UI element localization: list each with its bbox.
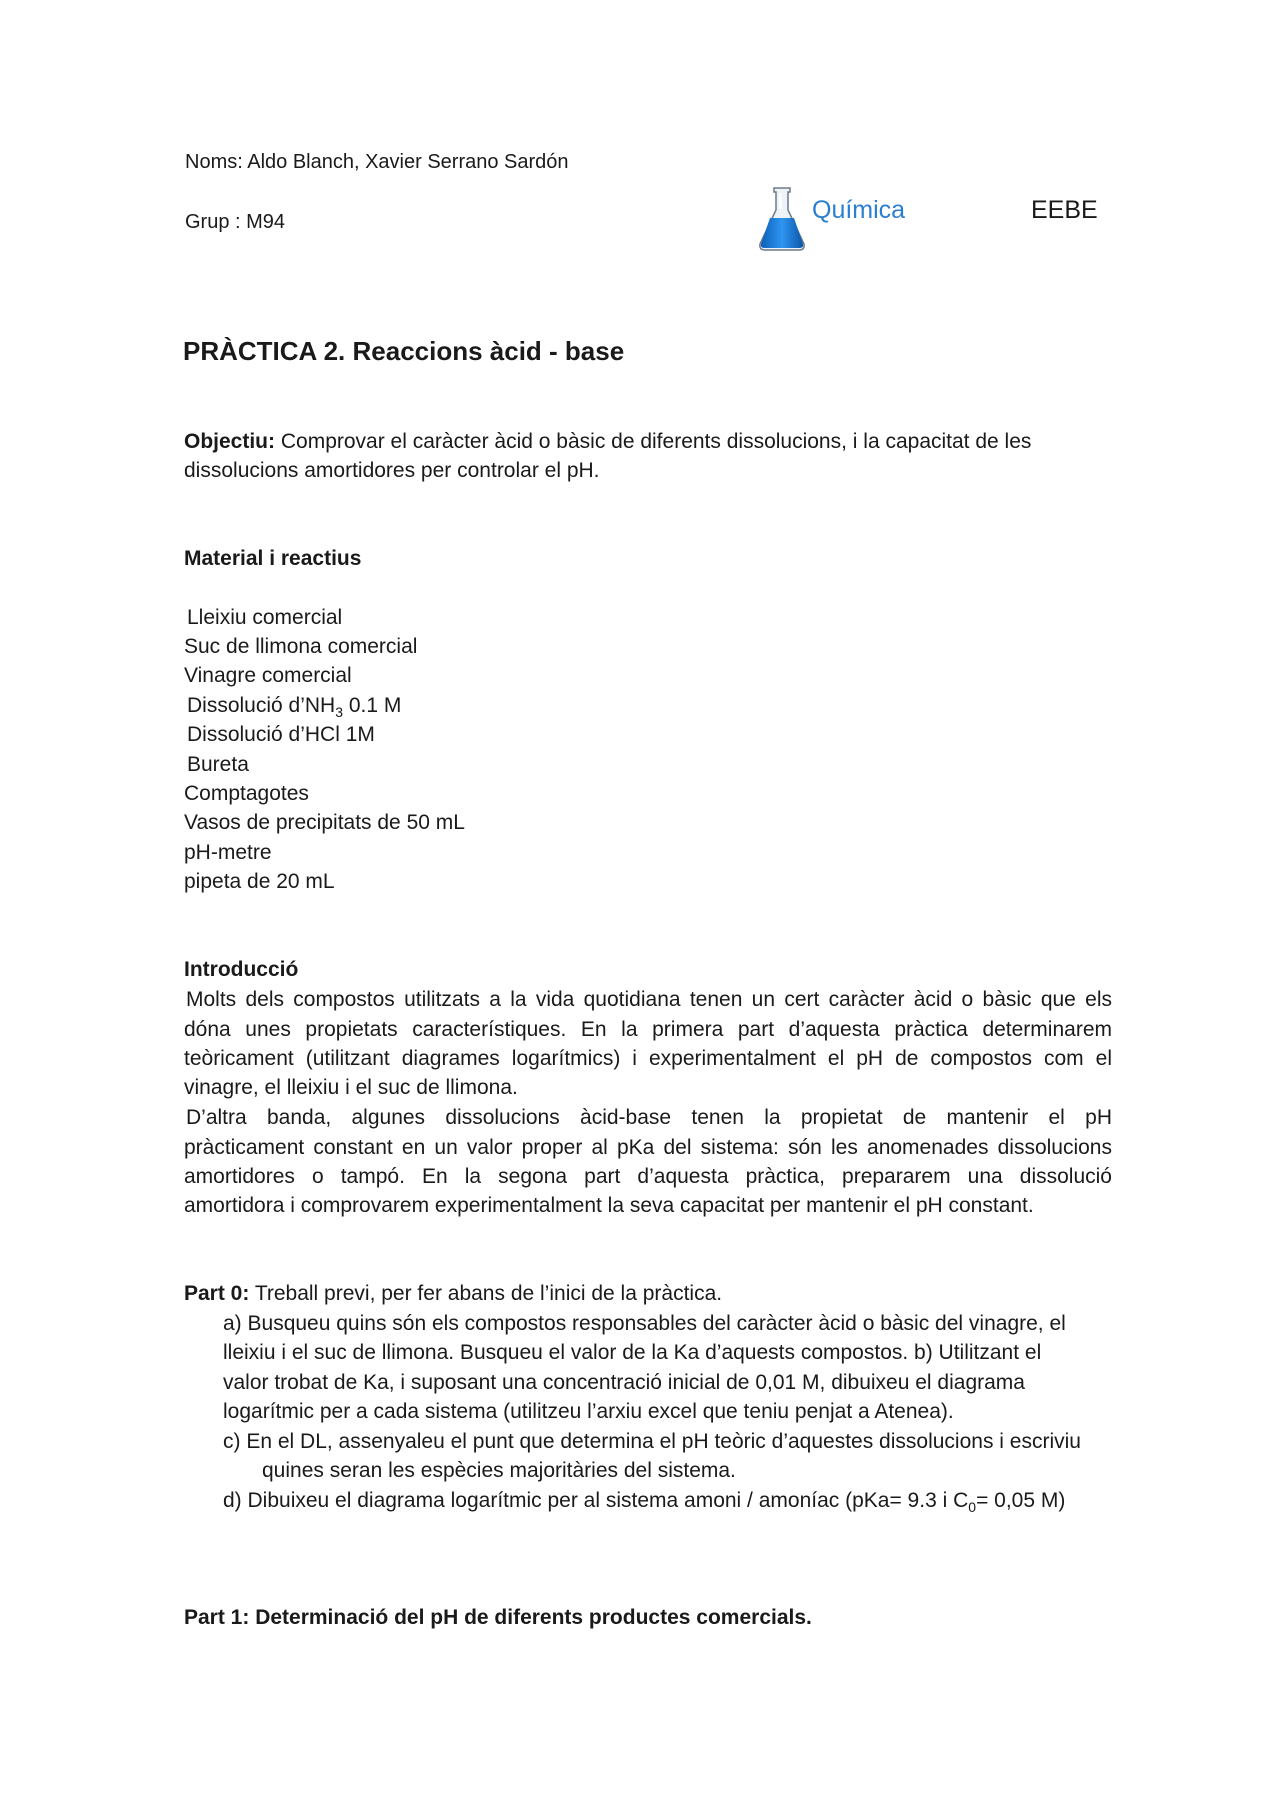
intro-line: teòricament (utilitzant diagrames logarítmics) i experimentalment el pH de compostos com el <box>184 1047 1112 1070</box>
objective-text-1: Comprovar el caràcter àcid o bàsic de diferents dissolucions, i la capacitat de les <box>275 430 1032 453</box>
part0-item-a: lleixiu i el suc de llimona. Busqueu el valor de la Ka d’aquests compostos. b) Utilitzant el <box>223 1341 1042 1364</box>
part0-heading <box>184 1280 722 1308</box>
part0-item-a: a) Busqueu quins són els compostos responsables del caràcter àcid o bàsic del vinagre, el <box>223 1312 1066 1335</box>
objective-line-2: dissolucions amortidores per controlar el pH. <box>184 459 600 482</box>
flask-icon <box>757 184 807 252</box>
material-item: Vasos de precipitats de 50 mL <box>184 811 465 834</box>
names-line: Noms: Aldo Blanch, Xavier Serrano Sardón <box>185 151 569 173</box>
part0-label: Part 0: <box>184 1282 250 1305</box>
logo-text: Química <box>812 196 906 224</box>
part1-heading: Part 1: Determinació del pH de diferents productes comercials. <box>184 1606 812 1629</box>
part0-item-d-text: = 0,05 M) <box>976 1489 1066 1512</box>
school-name: EEBE <box>1031 196 1098 224</box>
intro-line: D’altra banda, algunes dissolucions àcid-base tenen la propietat de mantenir el pH <box>186 1106 1112 1129</box>
material-item: pipeta de 20 mL <box>184 870 335 893</box>
intro-line: amortidora i comprovarem experimentalment la seva capacitat per mantenir el pH constant. <box>184 1194 1034 1217</box>
intro-line: vinagre, el lleixiu i el suc de llimona. <box>184 1076 518 1099</box>
part0-item-d <box>223 1487 1065 1521</box>
part0-item-b: logarítmic per a cada sistema (utilitzeu l’arxiu excel que teniu penjat a Atenea). <box>223 1400 954 1423</box>
material-item: Bureta <box>187 753 249 776</box>
group-line: Grup : M94 <box>185 211 286 233</box>
intro-line: dóna unes propietats característiques. En la primera part d’aquesta pràctica determinarem <box>184 1018 1112 1041</box>
material-item-text: 0.1 M <box>343 694 402 717</box>
material-item: pH-metre <box>184 841 272 864</box>
subscript: 3 <box>335 704 344 721</box>
objective-label: Objectiu: <box>184 430 276 453</box>
intro-heading: Introducció <box>184 958 299 981</box>
intro-line: Molts dels compostos utilitzats a la vida quotidiana tenen un cert caràcter àcid o bàsic que els <box>186 988 1112 1011</box>
intro-line: amortidores o tampó. En la segona part d’aquesta pràctica, prepararem una dissolució <box>184 1165 1112 1188</box>
part0-item-c: c) En el DL, assenyaleu el punt que determina el pH teòric d’aquestes dissolucions i escriviu <box>223 1430 1081 1453</box>
intro-line: pràcticament constant en un valor proper al pKa del sistema: són les anomenades dissolucions <box>184 1136 1112 1159</box>
material-item: Vinagre comercial <box>184 664 352 687</box>
part0-item-d-text: d) Dibuixeu el diagrama logarítmic per al sistema amoni / amoníac (pKa= 9.3 i C <box>223 1489 969 1512</box>
material-item: Suc de llimona comercial <box>184 635 418 658</box>
material-item: Comptagotes <box>184 782 309 805</box>
part0-item-b: valor trobat de Ka, i suposant una concentració inicial de 0,01 M, dibuixeu el diagrama <box>223 1371 1025 1394</box>
page-title: PRÀCTICA 2. Reaccions àcid - base <box>183 336 625 366</box>
objective-line-1 <box>184 428 1031 456</box>
material-item-text: Dissolució d’NH <box>187 694 336 717</box>
subscript: 0 <box>968 1499 977 1516</box>
material-item: Lleixiu comercial <box>187 606 343 629</box>
material-item: Dissolució d’HCl 1M <box>187 723 375 746</box>
part0-item-c: quines seran les espècies majoritàries del sistema. <box>262 1459 736 1482</box>
materials-heading: Material i reactius <box>184 547 362 570</box>
part0-text: Treball previ, per fer abans de l’inici de la pràctica. <box>249 1282 723 1305</box>
